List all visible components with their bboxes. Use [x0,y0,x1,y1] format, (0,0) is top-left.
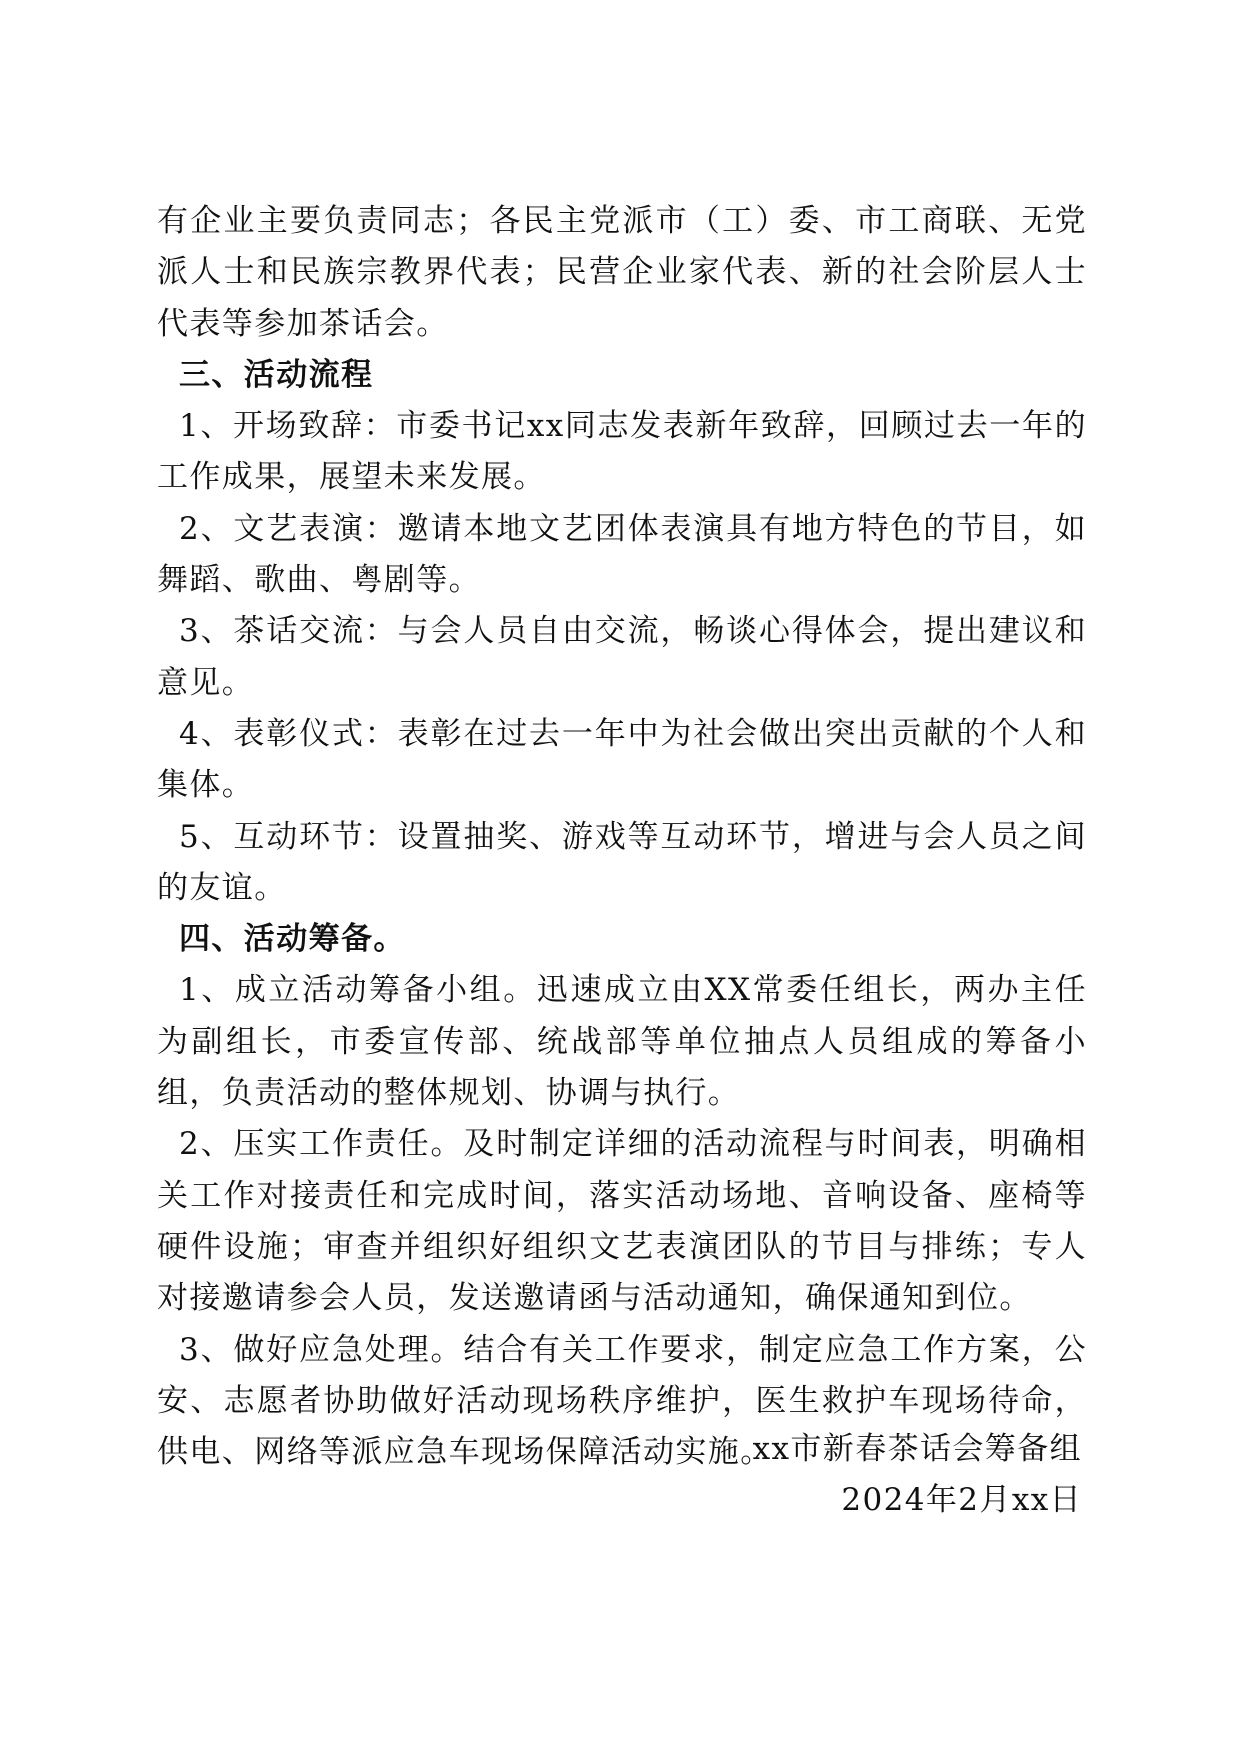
section-3-item-4: 4、表彰仪式：表彰在过去一年中为社会做出突出贡献的个人和集体。 [157,715,1087,804]
document-body [157,196,1087,1478]
signature-date: 2024年2月xx日 [841,1482,1082,1519]
section-4-heading: 四、活动筹备。 [179,921,406,958]
section-4-item-3: 3、做好应急处理。结合有关工作要求，制定应急工作方案，公安、志愿者协助做好活动现场秩序维护，医生救护车现场待命，供电、网络等派应急车现场保障活动实施。 [157,1331,1087,1471]
signature-organization: xx市新春茶话会筹备组 [752,1431,1082,1467]
section-3-item-2: 2、文艺表演：邀请本地文艺团体表演具有地方特色的节目，如舞蹈、歌曲、粤剧等。 [157,510,1087,599]
section-4-item-1: 1、成立活动筹备小组。迅速成立由XX常委任组长，两办主任为副组长，市委宣传部、统战部等单位抽点人员组成的筹备小组，负责活动的整体规划、协调与执行。 [157,972,1087,1112]
section-3-item-1: 1、开场致辞：市委书记xx同志发表新年致辞，回顾过去一年的工作成果，展望未来发展。 [157,408,1087,496]
signature-block [753,1424,1082,1527]
section-3-item-5: 5、互动环节：设置抽奖、游戏等互动环节，增进与会人员之间的友谊。 [157,818,1087,906]
intro-paragraph: 有企业主要负责同志；各民主党派市（工）委、市工商联、无党派人士和民族宗教界代表；民营企业家代表、新的社会阶层人士代表等参加茶话会。 [157,203,1087,342]
section-3-heading: 三、活动流程 [179,356,374,393]
section-3-item-3: 3、茶话交流：与会人员自由交流，畅谈心得体会，提出建议和意见。 [157,613,1087,701]
section-4-item-2: 2、压实工作责任。及时制定详细的活动流程与时间表，明确相关工作对接责任和完成时间，落实活动场地、音响设备、座椅等硬件设施；审查并组织好组织文艺表演团队的节目与排练；专人对接邀请参会人员，发送邀请函与活动通知，确保通知到位。 [157,1126,1087,1317]
